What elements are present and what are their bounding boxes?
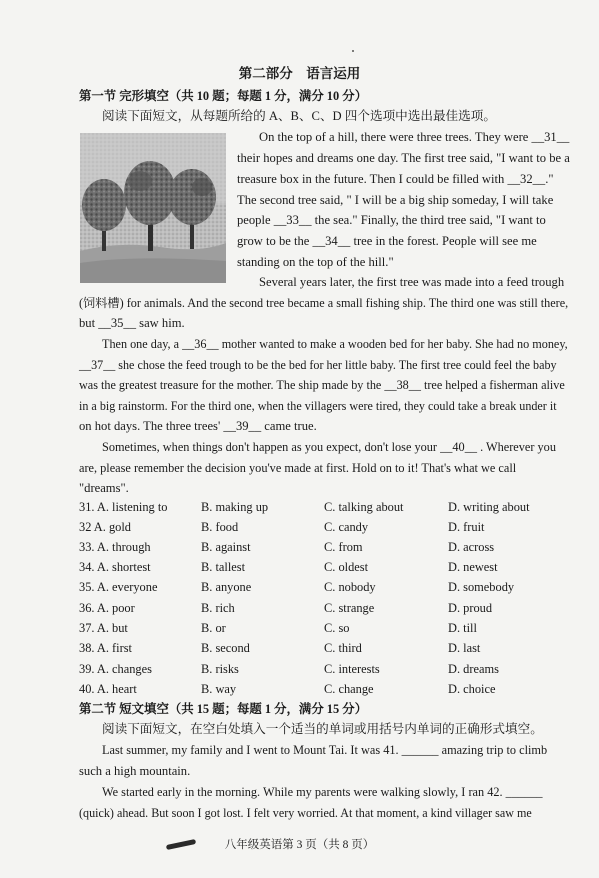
passage-line: was the greatest treasure for the mother. The ship made by the __38__ tree helped a fisherman alive — [79, 378, 565, 392]
option-b: B. second — [201, 641, 250, 655]
option-c: C. from — [324, 540, 363, 554]
option-b: B. making up — [201, 500, 269, 514]
option-a: 38. A. first — [79, 641, 133, 655]
option-b: B. food — [201, 520, 239, 534]
speck — [352, 50, 354, 52]
passage-line: but __35__ saw him. — [79, 316, 185, 330]
passage-line: Then one day, a __36__ mother wanted to make a wooden bed for her baby. She had no money, — [102, 337, 568, 351]
passage-line: on hot days. The three trees' __39__ came true. — [79, 419, 317, 433]
section2-instruction: 阅读下面短文，在空白处填入一个适当的单词或用括号内单词的正确形式填空。 — [102, 722, 543, 736]
option-b: B. anyone — [201, 580, 252, 594]
option-d: D. fruit — [448, 520, 485, 534]
passage-line: are, please remember the decision you've made at first. Hold on to it! That's what we call — [79, 461, 517, 475]
passage2-line: such a high mountain. — [79, 764, 191, 778]
option-a: 34. A. shortest — [79, 560, 151, 574]
option-c: C. talking about — [324, 500, 404, 514]
option-d: D. somebody — [448, 580, 515, 594]
option-b: B. against — [201, 540, 251, 554]
section2-heading: 第二节 短文填空（共 15 题；每题 1 分，满分 15 分） — [79, 702, 368, 716]
passage-line: treasure box in the future. Then I could be filled with __32__." — [237, 172, 554, 186]
passage-line: standing on the top of the hill." — [237, 255, 394, 269]
option-c: C. change — [324, 682, 374, 696]
passage-line: __37__ she chose the feed trough to be the bed for her little baby. The first tree could feel the baby — [79, 358, 557, 372]
option-b: B. rich — [201, 601, 235, 615]
option-a: 40. A. heart — [79, 682, 137, 696]
page-footer: 八年级英语第 3 页（共 8 页） — [224, 839, 375, 851]
passage-line: (饲料槽) for animals. And the second tree became a small fishing ship. The third one was still there, — [79, 296, 569, 310]
passage-line: Sometimes, when things don't happen as you expect, don't lose your __40__ . Wherever you — [102, 440, 556, 454]
option-d: D. newest — [448, 560, 498, 574]
option-c: C. strange — [324, 601, 375, 615]
passage-line: people __33__ the sea." Finally, the third tree said, "I want to — [237, 213, 546, 227]
three-trees-image — [80, 133, 226, 283]
option-d: D. till — [448, 621, 477, 635]
option-c: C. so — [324, 621, 350, 635]
passage-line: On the top of a hill, there were three trees. They were __31__ — [259, 130, 570, 144]
option-a: 32 A. gold — [79, 520, 131, 534]
section1-heading: 第一节 完形填空（共 10 题；每题 1 分，满分 10 分） — [79, 89, 368, 103]
option-d: D. proud — [448, 601, 493, 615]
passage-line: their hopes and dreams one day. The first tree said, "I want to be a — [237, 151, 570, 165]
option-a: 35. A. everyone — [79, 580, 158, 594]
passage-line: "dreams". — [79, 481, 129, 495]
option-a: 39. A. changes — [79, 662, 152, 676]
option-b: B. or — [201, 621, 226, 635]
option-b: B. tallest — [201, 560, 246, 574]
passage2-line: We started early in the morning. While my parents were walking slowly, I ran 42. ______ — [102, 785, 543, 799]
option-c: C. candy — [324, 520, 369, 534]
option-d: D. last — [448, 641, 481, 655]
option-c: C. interests — [324, 662, 380, 676]
option-b: B. way — [201, 682, 237, 696]
passage-line: The second tree said, " I will be a big ship someday, I will take — [237, 193, 554, 207]
option-d: D. writing about — [448, 500, 530, 514]
passage-line: Several years later, the first tree was made into a feed trough — [259, 275, 565, 289]
option-b: B. risks — [201, 662, 239, 676]
option-c: C. oldest — [324, 560, 369, 574]
passage-line: grow to be the __34__ tree in the forest. People will see me — [237, 234, 537, 248]
option-a: 36. A. poor — [79, 601, 135, 615]
option-a: 37. A. but — [79, 621, 128, 635]
option-d: D. choice — [448, 682, 496, 696]
passage2-line: (quick) ahead. But soon I got lost. I felt very worried. At that moment, a kind villager saw me — [79, 806, 532, 820]
option-a: 31. A. listening to — [79, 500, 168, 514]
option-c: C. third — [324, 641, 362, 655]
section1-instruction: 阅读下面短文，从每题所给的 A、B、C、D 四个选项中选出最佳选项。 — [102, 109, 496, 123]
option-d: D. across — [448, 540, 495, 554]
part-title: 第二部分 语言运用 — [238, 66, 361, 81]
option-d: D. dreams — [448, 662, 499, 676]
passage-line: in a big rainstorm. For the third one, when the villagers were tired, they could take a break under it — [79, 399, 557, 413]
passage2-line: Last summer, my family and I went to Mount Tai. It was 41. ______ amazing trip to climb — [102, 743, 548, 757]
option-a: 33. A. through — [79, 540, 151, 554]
option-c: C. nobody — [324, 580, 376, 594]
